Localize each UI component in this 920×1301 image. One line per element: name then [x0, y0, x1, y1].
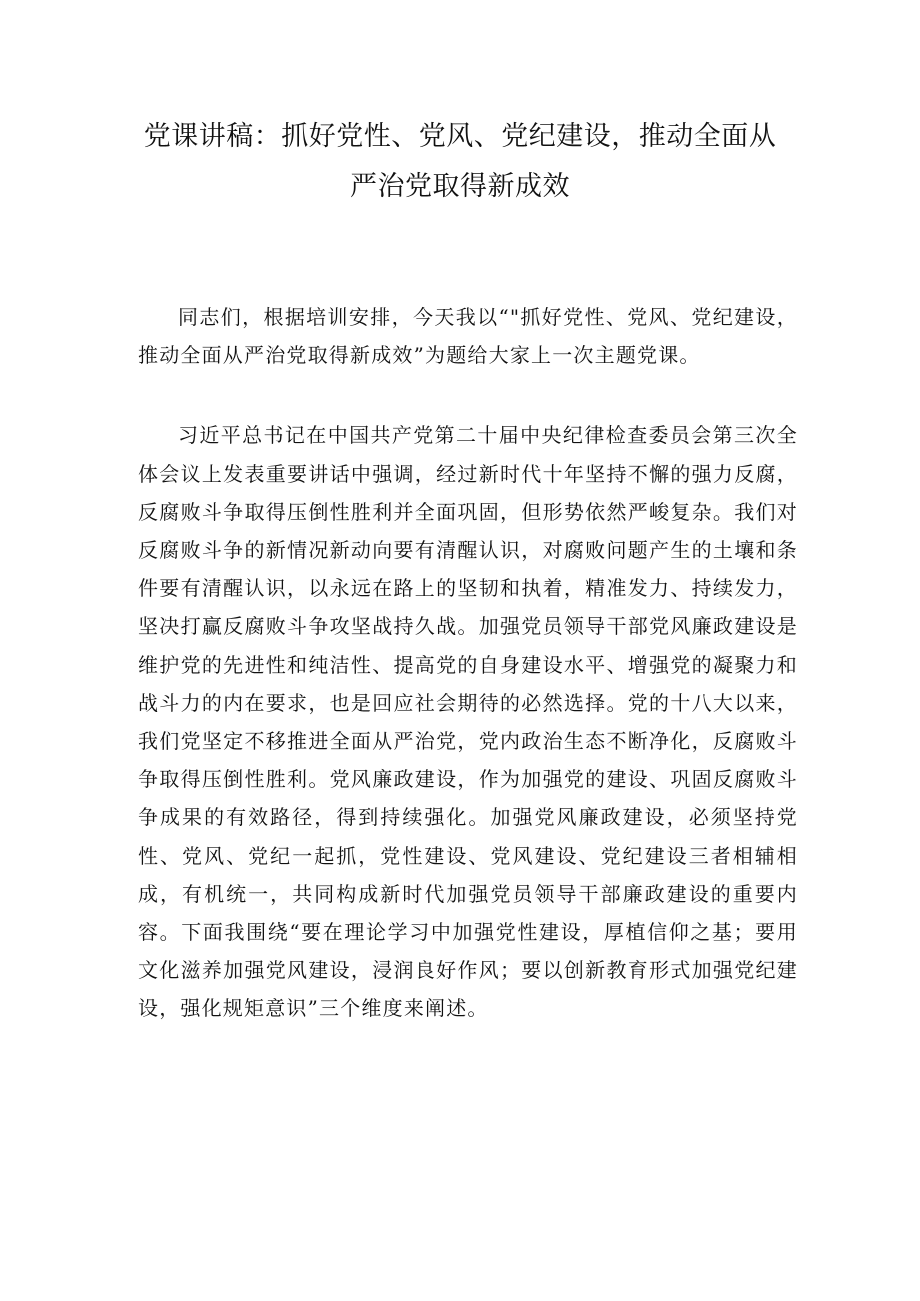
title-line-1: 党课讲稿：抓好党性、党风、党纪建设，推动全面从 [143, 121, 777, 152]
document-title [100, 112, 820, 212]
paragraph-greeting: 同志们，根据培训安排，今天我以“"抓好党性、党风、党纪建设，推动全面从严治党取得新成效”为题给大家上一次主题党课。 [138, 305, 798, 368]
title-line-2: 严治党取得新成效 [350, 171, 570, 202]
paragraph-main: 习近平总书记在中国共产党第二十届中央纪律检查委员会第三次全体会议上发表重要讲话中强调，经过新时代十年坚持不懈的强力反腐，反腐败斗争取得压倒性胜利并全面巩固，但形势依然严峻复杂。我们对反腐败斗争的新情况新动向要有清醒认识，对腐败问题产生的土壤和条件要有清醒认识，以永远在路上的坚韧和执着，精准发力、持续发力，坚决打赢反腐败斗争攻坚战持久战。加强党员领导干部党风廉政建设是维护党的先进性和纯洁性、提高党的自身建设水平、增强党的凝聚力和战斗力的内在要求，也是回应社会期待的必然选择。党的十八大以来，我们党坚定不移推进全面从严治党，党内政治生态不断净化，反腐败斗争取得压倒性胜利。党风廉政建设，作为加强党的建设、巩固反腐败斗争成果的有效路径，得到持续强化。加强党风廉政建设，必须坚持党性、党风、党纪一起抓，党性建设、党风建设、党纪建设三者相辅相成，有机统一，共同构成新时代加强党员领导干部廉政建设的重要内容。下面我围绕“要在理论学习中加强党性建设，厚植信仰之基；要用文化滋养加强党风建设，浸润良好作风；要以创新教育形式加强党纪建设，强化规矩意识”三个维度来阐述。 [138, 423, 798, 1021]
document-body [138, 298, 798, 1028]
